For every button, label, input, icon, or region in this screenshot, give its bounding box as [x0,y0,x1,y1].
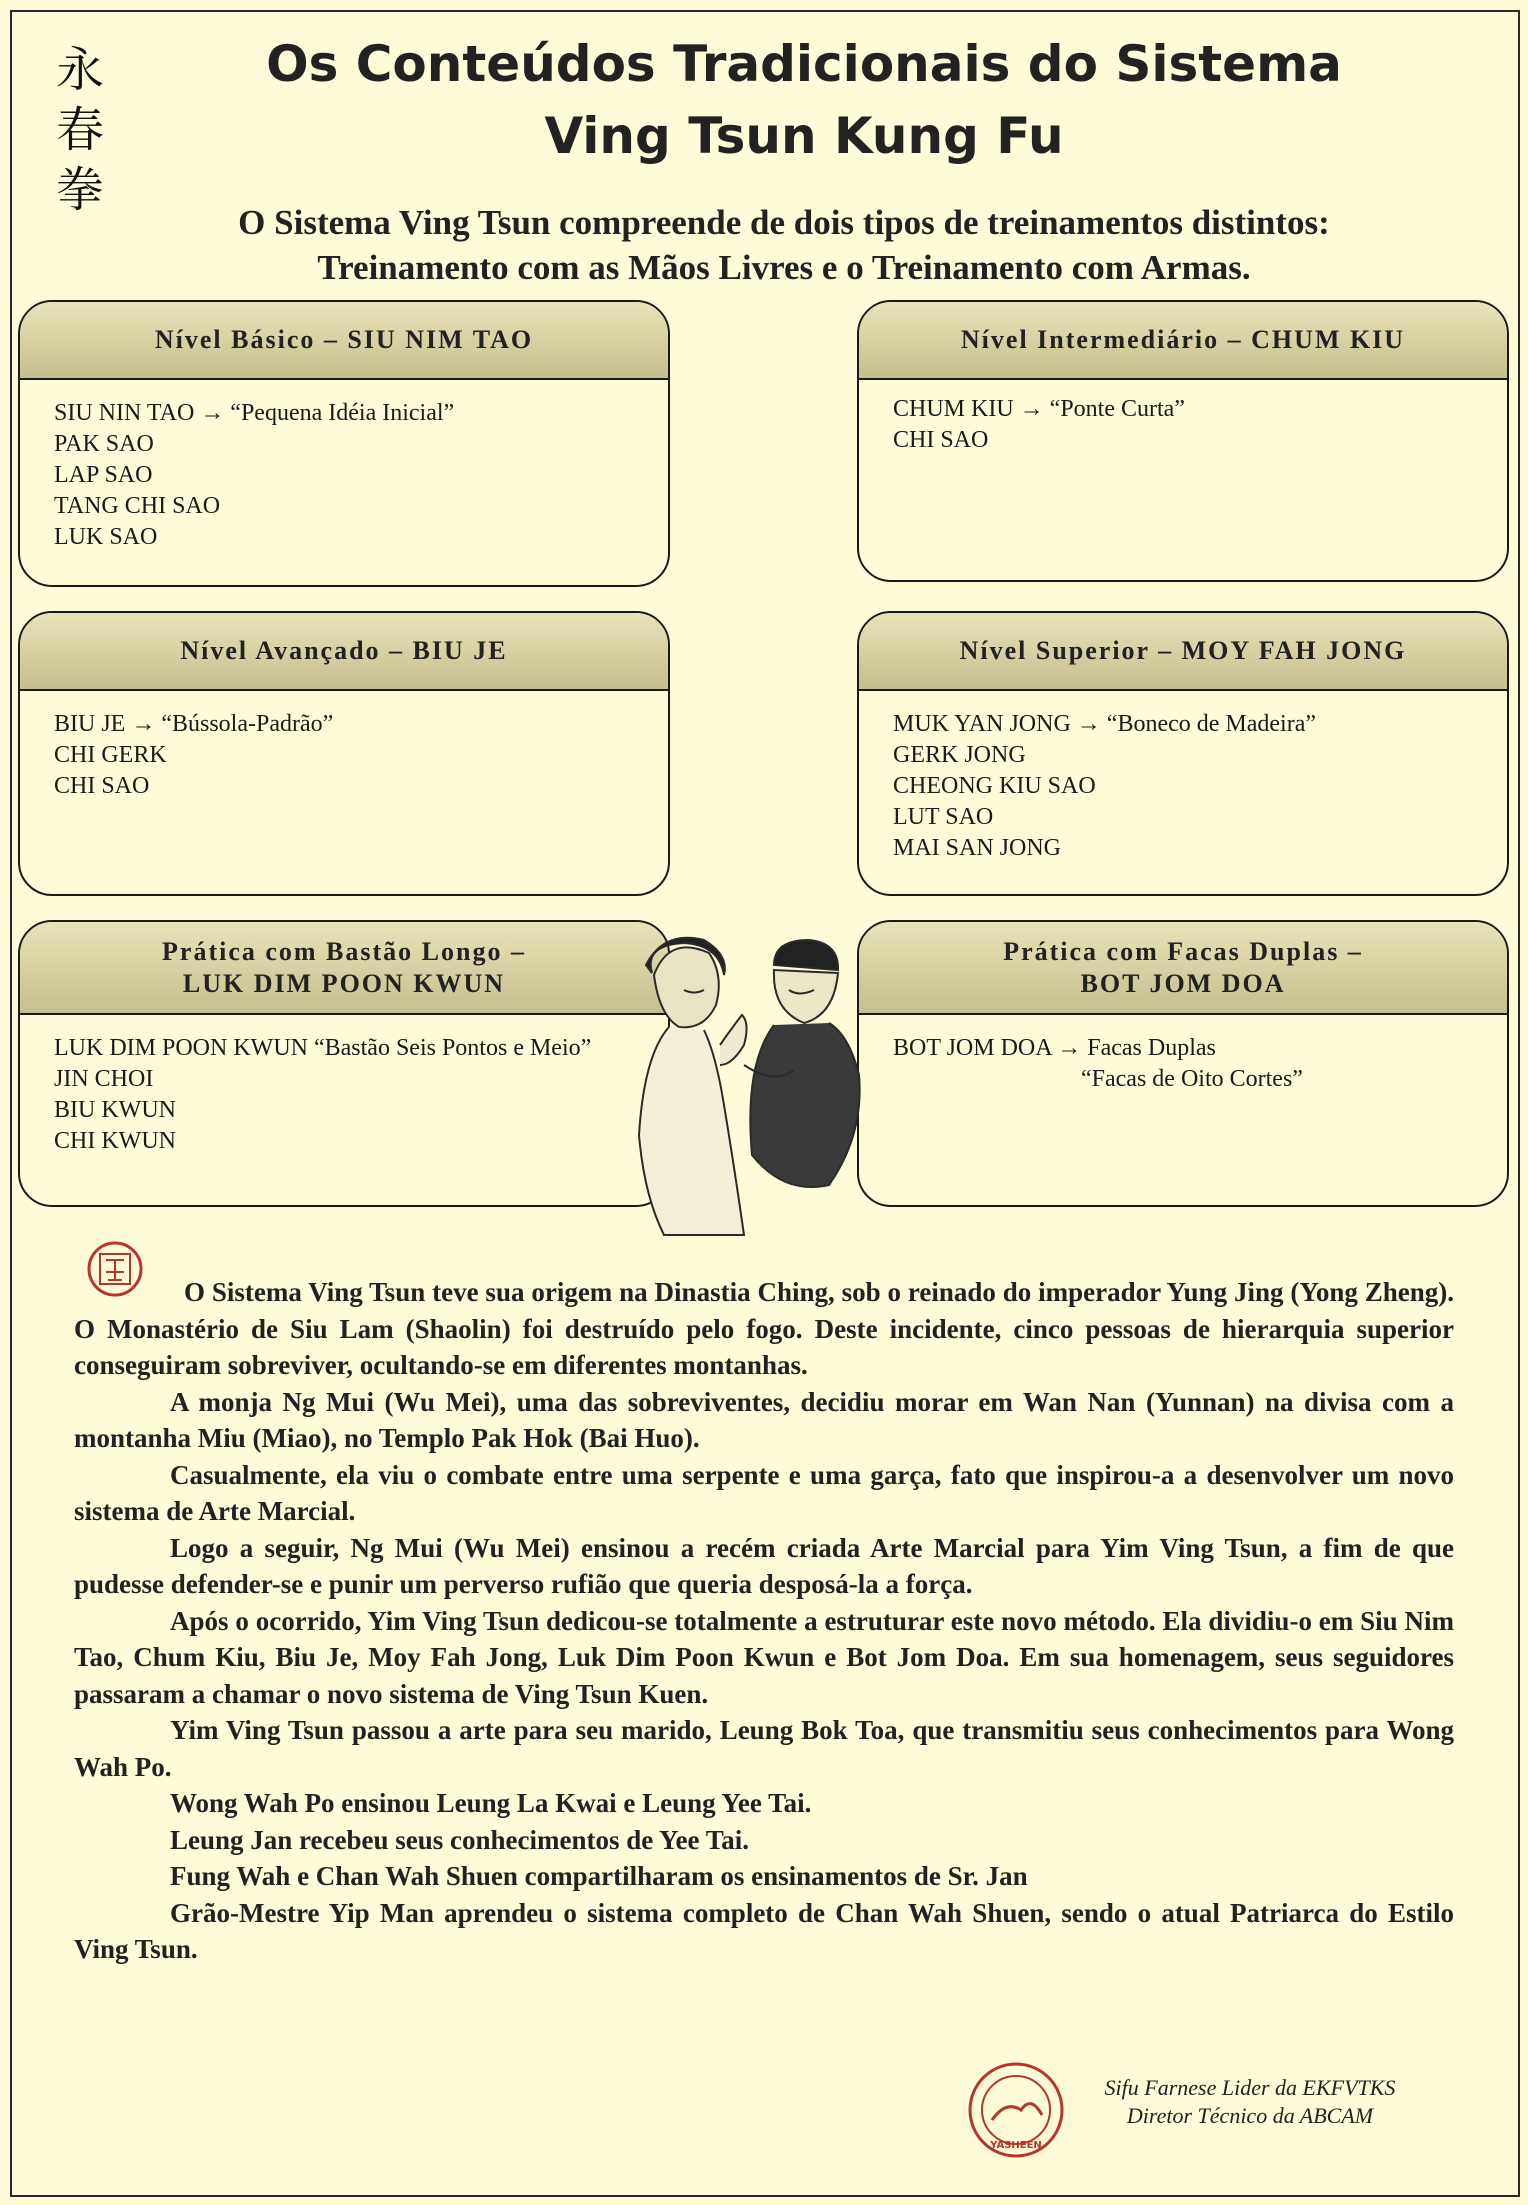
box-header [20,922,668,1015]
box-body [859,1015,1507,1095]
list-item: LUT SAO [893,804,994,830]
list-item: CHI SAO [54,773,150,799]
box-title: Nível Intermediário – CHUM KIU [960,325,1406,354]
list-item: PAK SAO [54,431,154,457]
box-title: Nível Avançado – BIU JE [180,636,508,665]
box-title: Prática com Bastão Longo – [162,936,526,966]
box-header [859,922,1507,1015]
box-header [859,302,1507,380]
double-knives-box [857,920,1509,1207]
list-item: JIN CHOI [54,1066,154,1092]
paragraph: Grão-Mestre Yip Man aprendeu o sistema completo de Chan Wah Shuen, sendo o atual Patriarca do Estilo Ving Tsun. [74,1897,1454,1964]
list-item: MUK YAN JONG → “Boneco de Madeira” [893,711,1317,737]
signature-line: Sifu Farnese Lider da EKFVTKS [1104,2075,1396,2100]
intro-text [100,200,1468,290]
list-item: CHI KWUN [54,1128,176,1154]
box-title: Prática com Facas Duplas – [1003,936,1363,966]
box-title: Nível Superior – MOY FAH JONG [959,636,1407,665]
signature [1070,2074,1430,2130]
chinese-char: 拳 [55,162,104,218]
intermediate-level-box [857,300,1509,582]
paragraph: O Sistema Ving Tsun teve sua origem na Dinastia Ching, sob o reinado do imperador Yung Jing (Yong Zheng). O Monastério de Siu Lam (Shaolin) foi destruído pelo fogo. Deste incidente, cinco pessoas de hierarquia superior conseguiram sobreviver, ocultando-se em diferentes montanhas. [74,1277,1454,1380]
basic-level-box [18,300,670,587]
advanced-level-box [18,611,670,896]
paragraph: Após o ocorrido, Yim Ving Tsun dedicou-se totalmente a estruturar este novo método. Ela dividiu-o em Siu Nim Tao, Chum Kiu, Biu Je, Moy Fah Jong, Luk Dim Poon Kwun e Bot Jom Doa. Em sua homenagem, seus seguidores passaram a chamar o novo sistema de Ving Tsun Kuen. [74,1605,1454,1709]
page-title [140,28,1468,172]
seal-text: YASHEEN [990,2140,1042,2151]
list-item: CHI GERK [54,742,167,768]
paragraph: Logo a seguir, Ng Mui (Wu Mei) ensinou a recém criada Arte Marcial para Yim Ving Tsun, a fim de que pudesse defender-se e punir um perverso rufião que queria desposá-la a força. [74,1532,1454,1599]
masters-illustration [624,935,876,1245]
box-title: Nível Básico – SIU NIM TAO [154,325,534,354]
paragraph: Leung Jan recebeu seus conhecimentos de Yee Tai. [170,1824,750,1855]
school-seal-logo [966,2060,1066,2160]
box-body [859,380,1507,456]
list-item: BIU JE → “Bússola-Padrão” [54,711,334,737]
list-item: LAP SAO [54,462,153,488]
paragraph: Casualmente, ela viu o combate entre uma serpente e uma garça, fato que inspirou-a a desenvolver um novo sistema de Arte Marcial. [74,1459,1454,1526]
intro-line: Treinamento com as Mãos Livres e o Treinamento com Armas. [317,248,1251,287]
list-item: CHEONG KIU SAO [893,773,1096,799]
list-item: CHI SAO [893,427,989,453]
box-subtitle: LUK DIM POON KWUN [182,968,506,998]
box-body [859,691,1507,864]
list-item: TANG CHI SAO [54,493,221,519]
paragraph: Fung Wah e Chan Wah Shuen compartilharam os ensinamentos de Sr. Jan [170,1861,1028,1891]
list-item: BIU KWUN [54,1097,176,1123]
superior-level-box [857,611,1509,896]
list-item: SIU NIN TAO → “Pequena Idéia Inicial” [54,400,455,426]
title-line: Ving Tsun Kung Fu [544,107,1064,165]
history-text [74,1274,1454,1968]
box-header [20,613,668,691]
intro-line: O Sistema Ving Tsun compreende de dois tipos de treinamentos distintos: [238,203,1330,242]
box-body [20,1015,668,1157]
paragraph: Wong Wah Po ensinou Leung La Kwai e Leung Yee Tai. [170,1788,812,1818]
chinese-char: 春 [55,102,104,158]
chinese-characters [50,40,110,220]
list-item: “Facas de Oito Cortes” [1081,1066,1303,1092]
list-item: LUK DIM POON KWUN “Bastão Seis Pontos e Meio” [54,1035,592,1061]
box-subtitle: BOT JOM DOA [1080,968,1286,998]
chinese-char: 永 [55,42,104,98]
box-header [20,302,668,380]
box-body [20,380,668,553]
list-item: LUK SAO [54,524,158,550]
title-line: Os Conteúdos Tradicionais do Sistema [266,35,1342,93]
list-item: CHUM KIU → “Ponte Curta” [893,396,1185,422]
signature-line: Diretor Técnico da ABCAM [1126,2103,1374,2128]
list-item: MAI SAN JONG [893,835,1062,861]
list-item: GERK JONG [893,742,1026,768]
paragraph: Yim Ving Tsun passou a arte para seu marido, Leung Bok Toa, que transmitiu seus conhecimentos para Wong Wah Po. [74,1715,1454,1782]
box-body [20,691,668,802]
box-header [859,613,1507,691]
long-pole-box [18,920,670,1207]
list-item: BOT JOM DOA → Facas Duplas [893,1035,1216,1061]
paragraph: A monja Ng Mui (Wu Mei), uma das sobreviventes, decidiu morar em Wan Nan (Yunnan) na divisa com a montanha Miu (Miao), no Templo Pak Hok (Bai Huo). [74,1386,1454,1453]
